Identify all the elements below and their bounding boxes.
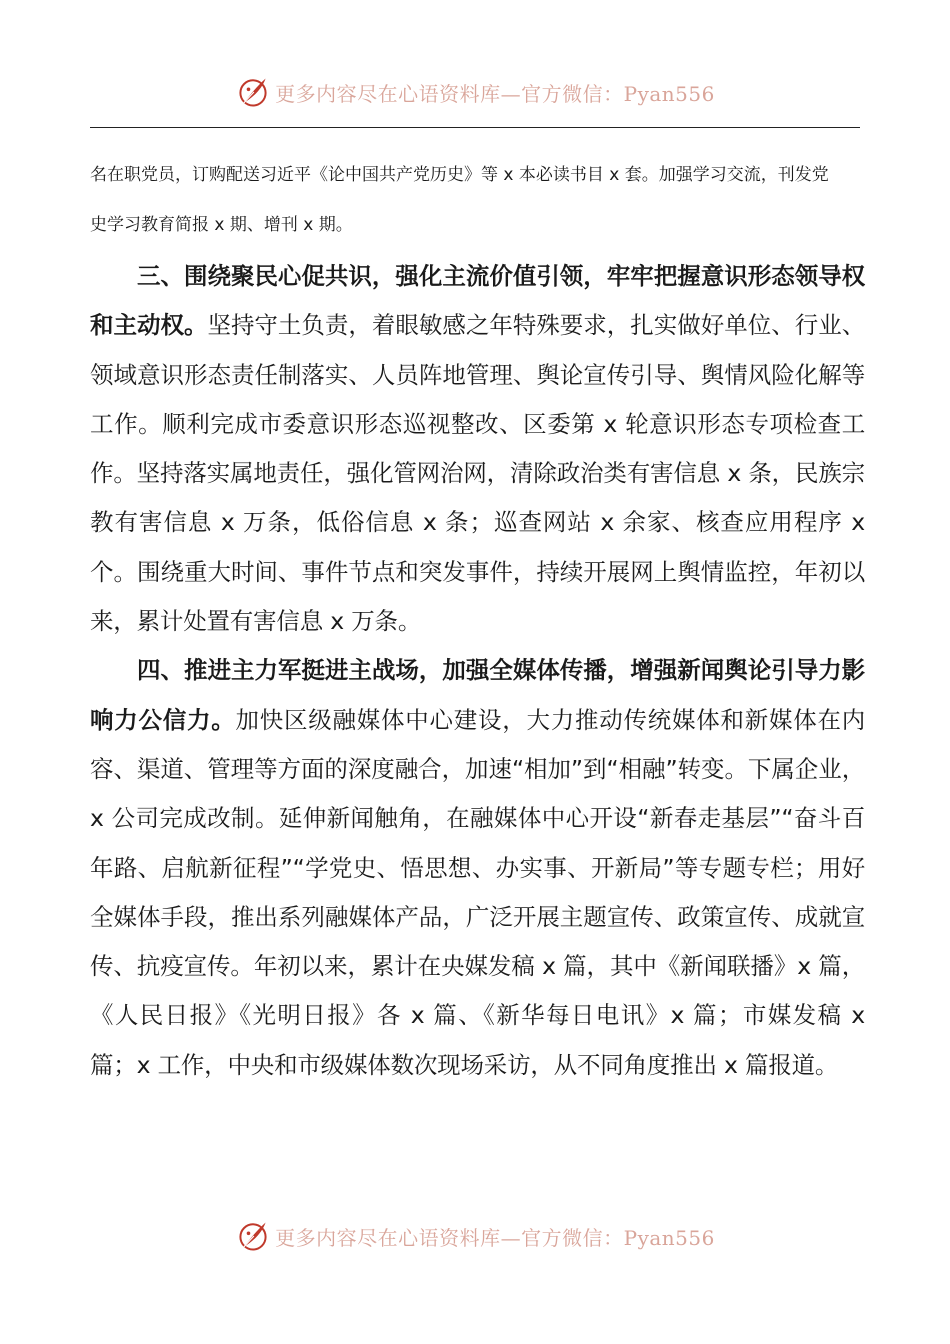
banner-text: 更多内容尽在心语资料库—官方微信：Pyan556 [275,81,715,106]
carryover-line-2: 史学习教育简报 x 期、增刊 x 期。 [90,215,353,235]
header-banner [0,70,950,114]
section-three-body: 坚持守土负责，着眼敏感之年特殊要求，扎实做好单位、行业、领域意识形态责任制落实、人员阵地管理、舆论宣传引导、舆情风险化解等工作。顺利完成市委意识形态巡视整改、区委第 x 轮意识形态专项检查工作。坚持落实属地责任，强化管网治网，清除政治类有害信息 x 条，民族宗教有害信息 x 万条，低俗信息 x 条；巡查网站 x 余家、核查应用程序 x 个。围绕重大时间、事件节点和突发事件，持续开展网上舆情监控，年初以来，累计处置有害信息 x 万条。 [90,311,865,636]
section-four-body: 加快区级融媒体中心建设，大力推动传统媒体和新媒体在内容、渠道、管理等方面的深度融合，加速“相加”到“相融”转变。下属企业，x 公司完成改制。延伸新闻触角，在融媒体中心开设“新春走基层”“奋斗百年路、启航新征程”“学党史、悟思想、办实事、开新局”等专题专栏；用好全媒体手段，推出系列融媒体产品，广泛开展主题宣传、政策宣传、成就宣传、抗疫宣传。年初以来，累计在央媒发稿 x 篇，其中《新闻联播》x 篇，《人民日报》《光明日报》各 x 篇、《新华每日电讯》x 篇；市媒发稿 x 篇；x 工作，中央和市级媒体数次现场采访，从不同角度推出 x 篇报道。 [90,705,865,1079]
carryover-line-1: 名在职党员，订购配送习近平《论中国共产党历史》等 x 本必读书目 x 套。加强学习交流，刊发党 [90,165,829,185]
section-four-paragraph [90,646,865,1090]
header-divider [90,127,860,128]
section-three-paragraph [90,252,865,646]
feather-quill-logo-icon [235,74,271,110]
footer-banner [0,1214,950,1258]
section-four-heading: 四、推进主力军挺进主战场，加强全媒体传播，增强新闻舆论引导力影响力公信力。 [90,656,865,734]
section-three-heading: 三、围绕聚民心促共识，强化主流价值引领，牢牢把握意识形态领导权和主动权。 [90,262,865,340]
feather-quill-logo-icon [235,1218,271,1254]
document-body [90,150,865,1114]
banner-text: 更多内容尽在心语资料库—官方微信：Pyan556 [275,1225,715,1250]
